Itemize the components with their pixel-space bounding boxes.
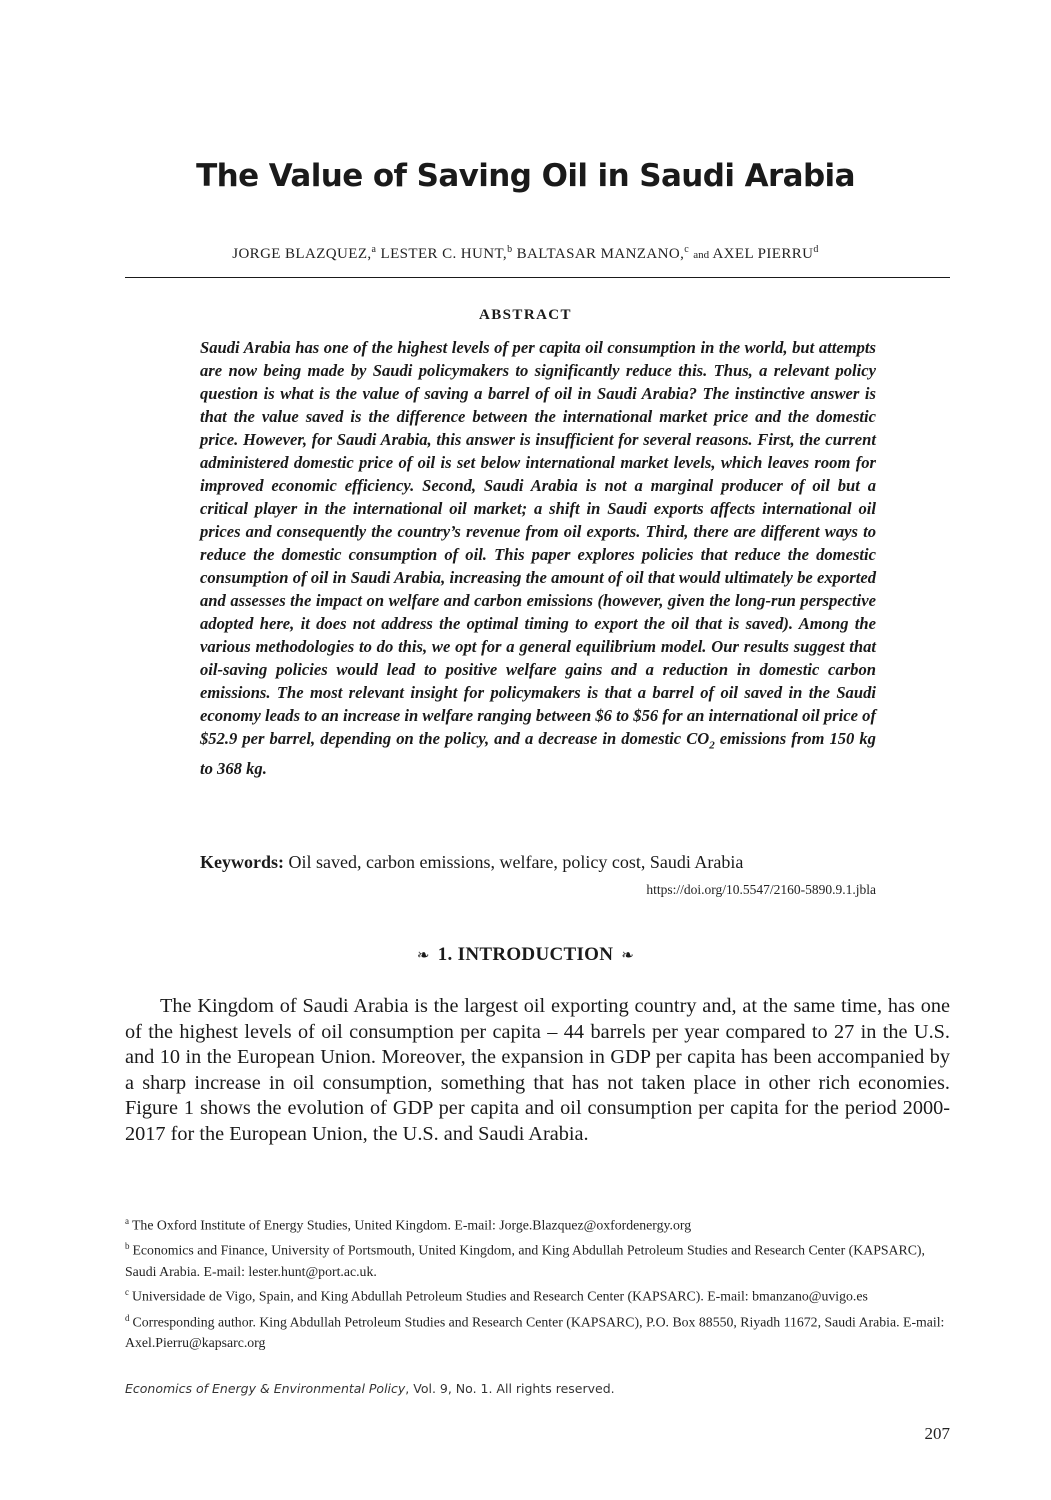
- journal-volume: , Vol. 9, No. 1. All rights reserved.: [405, 1381, 615, 1396]
- keywords-text: Oil saved, carbon emissions, welfare, policy cost, Saudi Arabia: [288, 852, 744, 872]
- author-name: LESTER C. HUNT,: [380, 246, 508, 262]
- footnote-text: Economics and Finance, University of Portsmouth, United Kingdom, and King Abdullah Petroleum Studies and Research Center (KAPSARC), Saudi Arabia. E-mail: lester.hunt@port.ac.uk.: [125, 1242, 925, 1279]
- intro-paragraph: The Kingdom of Saudi Arabia is the largest oil exporting country and, at the same time, has one of the highest levels of oil consumption per capita – 44 barrels per year compared to 27 in the U.S. and 10 in the European Union. Moreover, the expansion in GDP per capita has been accompanied by a sharp increase in oil consumption, something that has not taken place in other rich economies. Figure 1 shows the evolution of GDP per capita and oil consumption per capita for the period 2000-2017 for the European Union, the U.S. and Saudi Arabia.: [125, 995, 950, 1145]
- footnote-mark: c: [125, 1287, 129, 1298]
- author-name: BALTASAR MANZANO,: [516, 246, 685, 262]
- page-number: 207: [924, 1424, 950, 1443]
- journal-name: Economics of Energy & Environmental Policy: [125, 1381, 406, 1396]
- journal-citation: [125, 1381, 615, 1396]
- keywords: [200, 850, 876, 874]
- abstract-text-end: emissions from 150 kg to 368 kg.: [200, 729, 876, 779]
- footnote-text: Corresponding author. King Abdullah Petroleum Studies and Research Center (KAPSARC), P.O. Box 88550, Riyadh 11672, Saudi Arabia. E-mail: Axel.Pierru@kapsarc.org: [125, 1314, 945, 1350]
- section-title: 1. INTRODUCTION: [437, 944, 614, 965]
- footnote: [125, 1308, 950, 1354]
- footnote-mark: d: [125, 1312, 130, 1323]
- affiliation-mark: c: [684, 244, 690, 255]
- paper-title: The Value of Saving Oil in Saudi Arabia: [196, 158, 855, 194]
- abstract-text: [200, 336, 876, 780]
- affiliation-mark: a: [371, 244, 377, 255]
- footnote: [125, 1211, 950, 1236]
- footnote: [125, 1282, 950, 1307]
- author-conjunction: and: [693, 249, 710, 261]
- affiliation-mark: b: [507, 244, 513, 255]
- ornament-right-icon: ❧: [621, 948, 635, 964]
- footnotes: [125, 1211, 950, 1354]
- affiliation-mark: d: [813, 244, 819, 255]
- co2-subscript: 2: [709, 739, 715, 752]
- abstract-text-main: Saudi Arabia has one of the highest levels of per capita oil consumption in the world, but attempts are now being made by Saudi policymakers to significantly reduce this. Thus, a relevant policy question is what is the value of saving a barrel of oil in Saudi Arabia? The instinctive answer is that the value saved is the difference between the international market price and the domestic price. However, for Saudi Arabia, this answer is insufficient for several reasons. First, the current administered domestic price of oil is set below international market levels, which leaves room for improved economic efficiency. Second, Saudi Arabia is not a marginal producer of oil but a critical player in the international oil market; a shift in Saudi exports affects international oil prices and consequently the country’s revenue from oil exports. Third, there are different ways to reduce the domestic consumption of oil. This paper explores policies that reduce the domestic consumption of oil in Saudi Arabia, increasing the amount of oil that would ultimately be exported and assesses the impact on welfare and carbon emissions (however, given the long-run perspective adopted here, it does not address the optimal timing to export the oil that is saved). Among the various methodologies to do this, we opt for a general equilibrium model. Our results suggest that oil-saving policies would lead to positive welfare gains and a reduction in domestic carbon emissions. The most relevant insight for policymakers is that a barrel of oil saved in the Saudi economy leads to an increase in welfare ranging between $6 to $56 for an international oil price of $52.9 per barrel, depending on the policy, and a decrease in domestic CO: [200, 338, 876, 748]
- footnote-text: The Oxford Institute of Energy Studies, United Kingdom. E-mail: Jorge.Blazquez@oxfordenergy.org: [132, 1217, 692, 1233]
- footnote-text: Universidade de Vigo, Spain, and King Abdullah Petroleum Studies and Research Center (KAPSARC). E-mail: bmanzano@uvigo.es: [132, 1288, 868, 1304]
- author-name: JORGE BLAZQUEZ,: [232, 246, 372, 262]
- author-line: [0, 244, 1051, 263]
- footnote-mark: a: [125, 1216, 129, 1226]
- doi-link[interactable]: https://doi.org/10.5547/2160-5890.9.1.jbla: [646, 882, 876, 897]
- author-name: AXEL PIERRU: [712, 246, 814, 262]
- footnote: [125, 1236, 950, 1282]
- footnote-mark: b: [125, 1241, 130, 1252]
- section-heading: [0, 944, 1051, 966]
- keywords-label: Keywords:: [200, 852, 284, 872]
- abstract-heading: ABSTRACT: [479, 307, 572, 323]
- header-rule: [125, 277, 950, 278]
- ornament-left-icon: ❧: [416, 948, 430, 964]
